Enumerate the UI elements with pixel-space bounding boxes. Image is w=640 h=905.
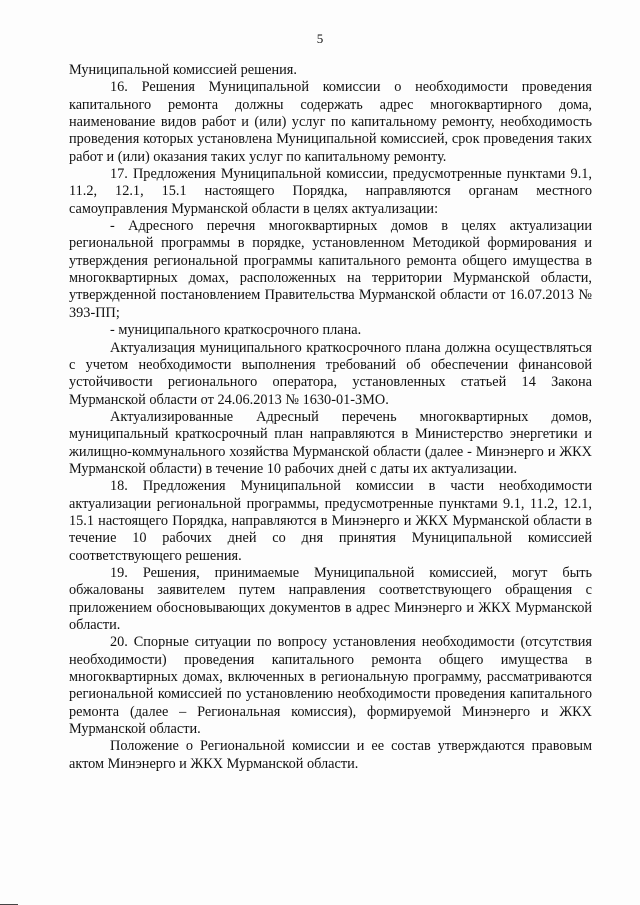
paragraph-20: 20. Спорные ситуации по вопросу установления необходимости (отсутствия необходимости) проведения капитального ремонта общего имущества в многоквартирных домах, включенных в региональную программу, рассматриваются региональной комиссией по установлению необходимости проведения капитального ремонта (далее – Региональная комиссия), формируемой Минэнерго и ЖКХ Мурманской области. (69, 634, 592, 738)
paragraph-17-item-address-list: - Адресного перечня многоквартирных домов в целях актуализации региональной программы в порядке, установленном Методикой формирования и утверждения региональной программы капитального ремонта общего имущества в многоквартирных домах, расположенных на территории Мурманской области, утвержденной постановлением Правительства Мурманской области от 16.07.2013 № 393-ПП; (69, 218, 592, 321)
paragraph-16: 16. Решения Муниципальной комиссии о необходимости проведения капитального ремонта должны содержать адрес многоквартирного дома, наименование видов работ и (или) услуг по капитальному ремонту, необходимость проведения которых установлена Муниципальной комиссией, срок проведения таких работ и (или) оказания таких услуг по капитальному ремонту. (69, 79, 592, 165)
paragraph-19: 19. Решения, принимаемые Муниципальной комиссией, могут быть обжалованы заявителем путем направления соответствующего обращения с приложением обосновывающих документов в адрес Минэнерго и ЖКХ Мурманской области. (69, 564, 592, 633)
paragraph-17-item-short-term-plan: - муниципального краткосрочного плана. (110, 322, 362, 339)
paragraph-17: 17. Предложения Муниципальной комиссии, предусмотренные пунктами 9.1, 11.2, 12.1, 15.1 настоящего Порядка, направляются органам местного самоуправления Мурманской области в целях актуализации: (69, 166, 592, 217)
paragraph-actualization: Актуализация муниципального краткосрочного плана должна осуществляться с учетом необходимости выполнения требований об обеспечении финансовой устойчивости регионального оператора, установленных статьей 14 Закона Мурманской области от 24.06.2013 № 1630-01-ЗМО. (69, 339, 592, 408)
paragraph-18: 18. Предложения Муниципальной комиссии в части необходимости актуализации региональной программы, предусмотренные пунктами 9.1, 11.2, 12.1, 15.1 настоящего Порядка, направляются в Минэнерго и ЖКХ Мурманской области в течение 10 рабочих дней со дня принятия Муниципальной комиссией соответствующего решения. (69, 478, 592, 564)
paragraph-regional-commission: Положение о Региональной комиссии и ее состав утверждаются правовым актом Минэнерго и ЖКХ Мурманской области. (69, 738, 592, 772)
document-body (69, 62, 592, 773)
paragraph-actualized-lists: Актуализированные Адресный перечень многоквартирных домов, муниципальный краткосрочный план направляются в Министерство энергетики и жилищно-коммунального хозяйства Мурманской области (далее - Минэнерго и ЖКХ Мурманской области) в течение 10 рабочих дней с даты их актуализации. (69, 408, 592, 477)
paragraph-continuation: Муниципальной комиссией решения. (69, 62, 297, 78)
page-number: 5 (316, 31, 324, 46)
